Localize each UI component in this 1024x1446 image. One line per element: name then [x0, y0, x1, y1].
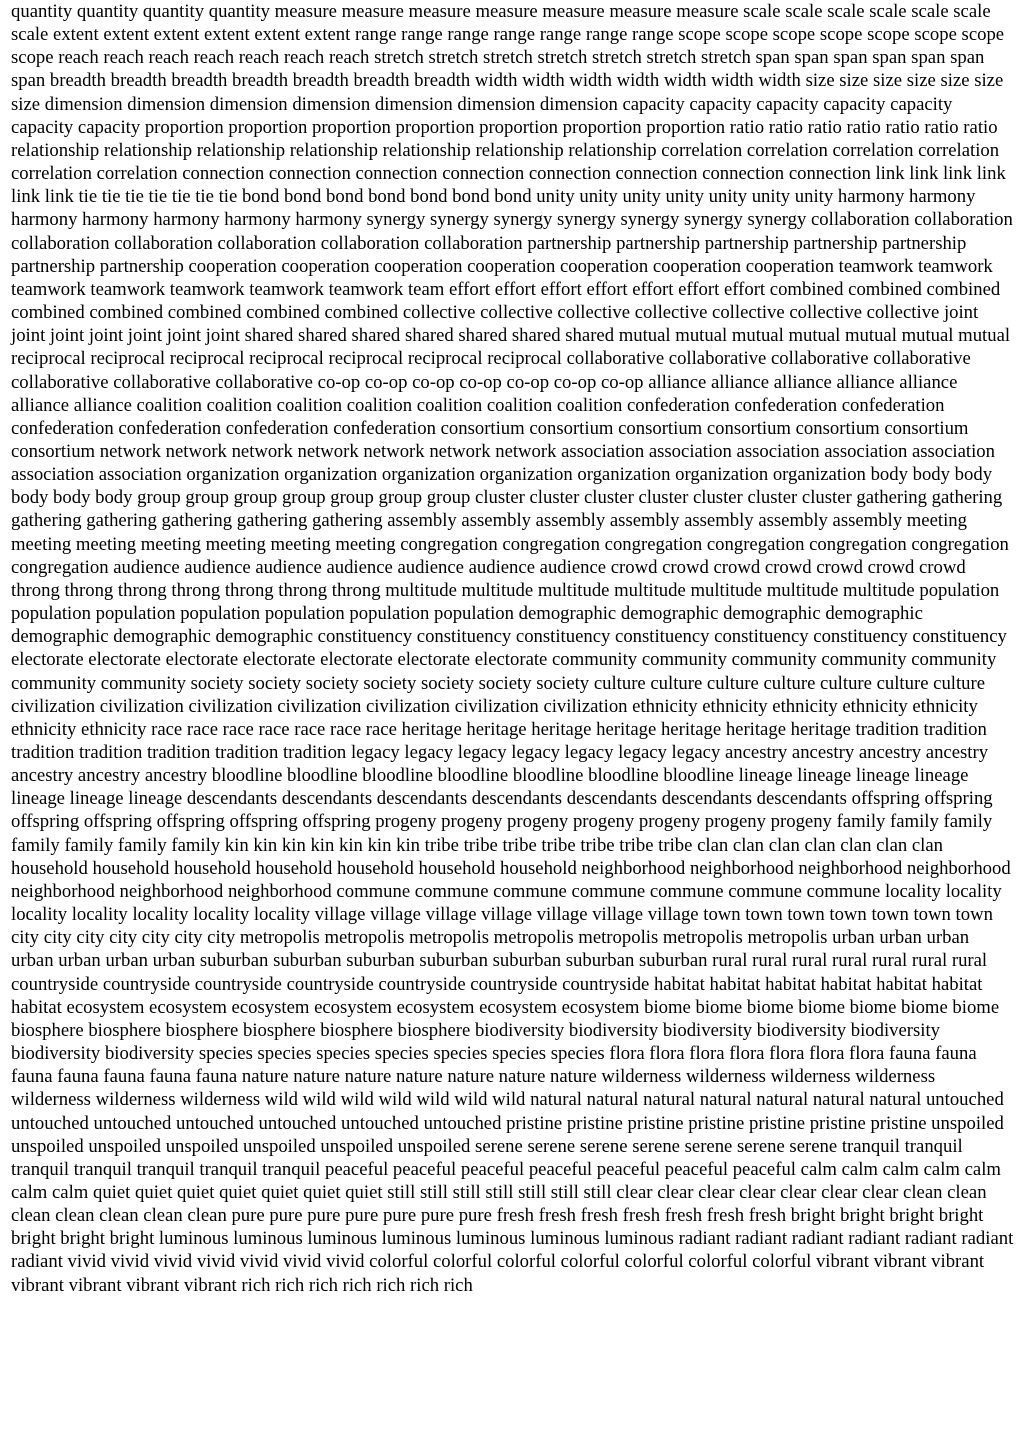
text-line: proportion proportion proportion proportion proportion ratio ratio ratio ratio ratio ratio ratio relationship [11, 116, 998, 161]
text-line: confederation confederation confederation confederation confederation confederation confederation consortium [11, 394, 945, 439]
text-line: colorful colorful colorful colorful vibrant vibrant vibrant vibrant vibrant vibrant vibrant rich rich rich rich rich rich rich [11, 1251, 985, 1296]
text-line: congregation congregation congregation audience audience audience audience audience audience audience crowd crowd [11, 533, 1009, 578]
text-line: correlation correlation correlation connection connection connection connection connection connection connection [11, 139, 1000, 185]
text-line: bright bright bright bright bright bright bright luminous luminous luminous luminous luminous luminous luminous [11, 1205, 984, 1250]
text-line: crowd crowd crowd crowd crowd throng throng throng throng throng throng throng multitude multitude multitude [11, 556, 966, 601]
text-line: progeny progeny progeny progeny progeny progeny family family family family family family family kin kin kin kin kin [11, 811, 993, 856]
text-line: synergy synergy synergy synergy collaboration collaboration collaboration collaboration collaboration collaboration [11, 209, 1013, 254]
text-line: alliance alliance alliance alliance alliance alliance coalition coalition coalition coalition coalition coalition coalition [11, 371, 958, 416]
text-line: organization organization organization organization organization organization body body body body body body [11, 464, 993, 509]
text-line: electorate electorate electorate community community community community community community community [11, 649, 997, 694]
text-line: society society society society society society society culture culture culture culture culture culture culture civilization [11, 672, 986, 717]
text-line: species species flora flora flora flora flora flora flora fauna fauna fauna fauna fauna fauna fauna nature nature nature [11, 1043, 977, 1088]
text-line: scale scale scale scale extent extent extent extent extent extent range range range range range range range scope [11, 1, 991, 46]
text-line: radiant radiant radiant radiant radiant radiant radiant vivid vivid vivid vivid vivid vivid vivid colorful colorful colorful [11, 1228, 1014, 1273]
text-line: joint joint joint joint shared shared shared shared shared shared shared mutual mutual mutual mutual mutual mutual [88, 325, 954, 347]
text-line: width width width width width width width size size size size size size size dimension dimension dimension dimension [11, 70, 1004, 115]
text-line: network network association association association association association association association organization [11, 440, 995, 486]
text-line: rural rural rural countryside countryside countryside countryside countryside countryside countryside habitat habitat [11, 950, 988, 995]
body-paragraph [11, 0, 1016, 1297]
text-line: teamwork teamwork team effort effort effort effort effort effort effort combined combined combined combined combined [11, 278, 1001, 324]
text-line: tradition tradition tradition tradition tradition tradition legacy legacy legacy legacy legacy legacy legacy ancestry [11, 718, 987, 763]
text-line: ancestry ancestry ancestry ancestry ancestry ancestry bloodline bloodline bloodline bloodline bloodline bloodline [11, 742, 989, 787]
text-line: urban urban urban urban urban suburban suburban suburban suburban suburban suburban suburban rural rural rural rural [11, 927, 970, 972]
text-line: demographic demographic demographic demographic demographic demographic demographic constituency [11, 603, 923, 648]
text-line: tranquil tranquil tranquil tranquil peaceful peaceful peaceful peaceful peaceful peaceful peaceful calm calm calm calm [73, 1158, 960, 1180]
text-line: mutual reciprocal reciprocal reciprocal reciprocal reciprocal reciprocal reciprocal collaborative collaborative [11, 325, 1011, 370]
text-line: relationship relationship relationship relationship relationship relationship correlation correlation correlation [103, 139, 914, 161]
text-line: descendants descendants descendants offspring offspring offspring offspring offspring offspring offspring progeny [11, 788, 993, 833]
text-line: quantity quantity quantity quantity measure measure measure measure measure measure measure scale scale scale [11, 1, 865, 22]
text-line: wild wild wild wild natural natural natural natural natural natural natural untouched untouched untouched untouched [11, 1089, 1004, 1134]
text-line: gathering gathering gathering gathering gathering assembly assembly assembly assembly assembly assembly assembly [11, 510, 903, 532]
text-line: constituency constituency constituency constituency constituency constituency electorate electorate electorate electorate [11, 626, 1007, 671]
text-line: city city city city city city metropolis metropolis metropolis metropolis metropolis metropolis metropolis urban urban [43, 927, 922, 949]
text-line: collaborative collaborative collaborative collaborative collaborative co-op co-op co-op co-op co-op co-op co-op alliance [11, 348, 971, 393]
text-line: kin kin tribe tribe tribe tribe tribe tribe tribe clan clan clan clan clan clan clan household household household household [11, 834, 944, 879]
text-line: group group group group group group group cluster cluster cluster cluster cluster cluster cluster gathering gathering [137, 487, 1003, 509]
text-line: untouched untouched untouched pristine pristine pristine pristine pristine pristine pristine unspoiled unspoiled unspoiled [11, 1112, 1004, 1157]
text-line: nature nature nature nature wilderness wilderness wilderness wilderness wilderness wilderness wilderness wild wild wild [11, 1066, 936, 1111]
text-line: multitude multitude multitude multitude population population population population population population population [11, 579, 1000, 625]
text-line: clear clean clean clean clean clean clean clean pure pure pure pure pure pure pure fresh fresh fresh fresh fresh fresh fresh [11, 1181, 987, 1227]
text-line: meeting meeting meeting meeting meeting meeting meeting congregation congregation congregation congregation [11, 510, 967, 555]
text-line: bloodline lineage lineage lineage lineage lineage lineage lineage descendants descendants descendants descendants [11, 765, 969, 810]
text-line: stretch stretch stretch span span span span span span span breadth breadth breadth breadth breadth breadth breadth [11, 47, 985, 92]
text-line: ethnicity ethnicity race race race race race race race heritage heritage heritage heritage heritage heritage heritage tradition [11, 718, 919, 740]
text-line: cooperation cooperation cooperation cooperation cooperation teamwork teamwork teamwork teamwork teamwork [11, 255, 993, 300]
text-line: neighborhood commune commune commune commune commune commune commune locality locality locality locality [11, 880, 1002, 926]
text-line: scope scope scope scope scope scope scope reach reach reach reach reach reach reach stretch stretch stretch stretch [11, 24, 1005, 69]
text-line: biodiversity biodiversity biodiversity biodiversity biodiversity biodiversity species species species species species [11, 1019, 941, 1065]
text-line: dimension dimension dimension capacity capacity capacity capacity capacity capacity capacity proportion proportion [11, 93, 953, 138]
text-line: biome biome biome biome biome biome biosphere biosphere biosphere biosphere biosphere biosphere biodiversity [11, 996, 1000, 1041]
text-line: consortium consortium consortium consortium consortium consortium network network network network network [11, 417, 969, 462]
text-line: locality locality locality village village village village village village village town town town town town town town city [11, 904, 993, 949]
text-line: habitat habitat habitat habitat habitat ecosystem ecosystem ecosystem ecosystem ecosystem ecosystem ecosystem biome [11, 973, 983, 1018]
text-line: connection link link link link link link tie tie tie tie tie tie tie bond bond bond bond bond bond bond unity unity [11, 163, 1006, 208]
text-line: household household household neighborhood neighborhood neighborhood neighborhood neighborhood neighborhood [11, 857, 1011, 902]
text-line: unity unity unity unity unity harmony harmony harmony harmony harmony harmony harmony synergy synergy synergy [11, 186, 976, 231]
text-line: combined combined combined collective collective collective collective collective collective collective joint joint joint [11, 302, 979, 347]
text-line: unspoiled unspoiled unspoiled unspoiled serene serene serene serene serene serene serene tranquil tranquil tranquil [11, 1135, 963, 1180]
text-line: calm calm calm quiet quiet quiet quiet quiet quiet quiet still still still still still still still clear clear clear clear clear clear [11, 1158, 1001, 1203]
text-line: collaboration partnership partnership partnership partnership partnership partnership partnership cooperation cooperation [11, 232, 967, 277]
text-line: civilization civilization civilization civilization civilization civilization ethnicity ethnicity ethnicity ethnicity ethnicity [99, 695, 978, 717]
